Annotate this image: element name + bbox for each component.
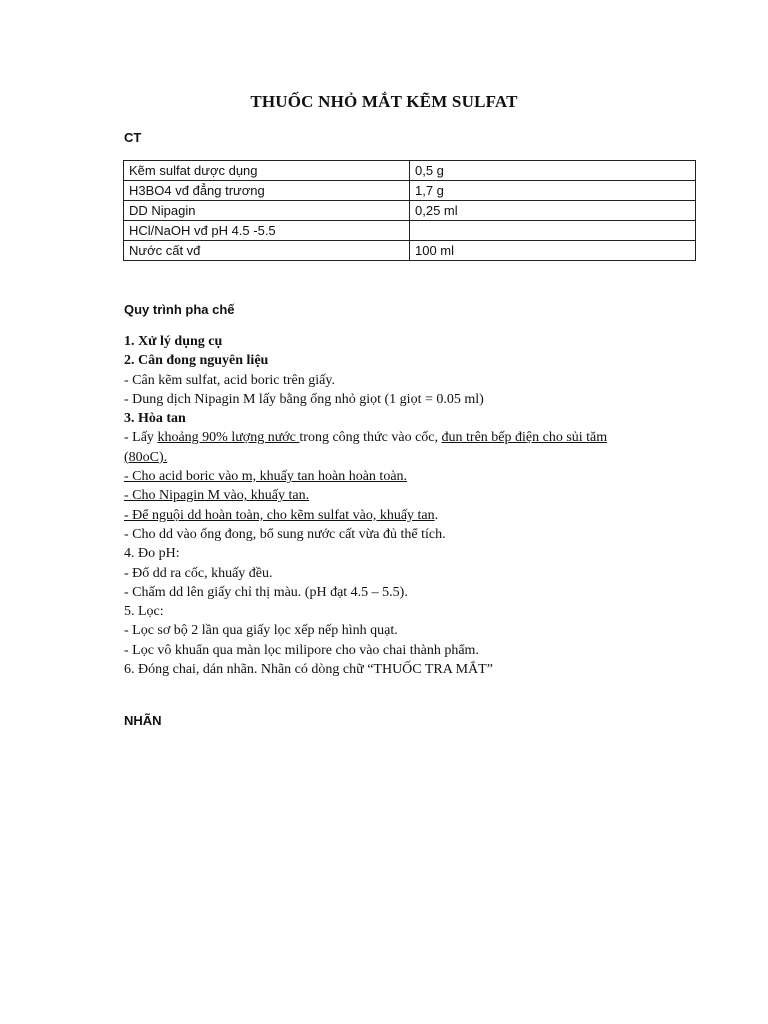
step-3a-text-2: trong công thức vào cốc,: [299, 430, 442, 446]
step-5b: - Lọc vô khuẩn qua màn lọc milipore cho vào chai thành phẩm.: [124, 642, 479, 658]
step-2a: - Cân kẽm sulfat, acid boric trên giấy.: [124, 372, 335, 388]
table-row: [124, 201, 696, 221]
ct-heading: CT: [124, 130, 142, 145]
ingredient-amount: 0,25 ml: [410, 201, 696, 221]
step-5a: - Lọc sơ bộ 2 lần qua giấy lọc xếp nếp hình quạt.: [124, 623, 398, 639]
step-3d-period: .: [434, 507, 439, 523]
ingredient-name: Nước cất vđ: [124, 241, 410, 261]
step-1: 1. Xử lý dụng cụ: [124, 334, 223, 349]
table-row: [124, 161, 696, 181]
step-4a: - Đổ dd ra cốc, khuấy đều.: [124, 565, 273, 581]
step-3e: - Cho dd vào ống đong, bổ sung nước cất vừa đủ thể tích.: [124, 526, 446, 542]
step-2b: - Dung dịch Nipagin M lấy bằng ống nhỏ giọt (1 giọt = 0.05 ml): [124, 391, 484, 407]
step-3d: [124, 506, 704, 525]
step-3c: - Cho Nipagin M vào, khuấy tan.: [124, 488, 310, 504]
step-3a-cont: (80oC).: [124, 449, 168, 465]
step-5: 5. Lọc:: [124, 604, 164, 620]
step-4: 4. Đo pH:: [124, 546, 180, 562]
ingredient-name: H3BO4 vđ đẳng trương: [124, 181, 410, 201]
ingredient-amount: 1,7 g: [410, 181, 696, 201]
process-heading: Quy trình pha chế: [124, 302, 235, 317]
step-3a-underlined-amount: khoảng 90% lượng nước: [157, 430, 300, 446]
step-2: 2. Cân đong nguyên liệu: [124, 353, 269, 369]
table-row: [124, 221, 696, 241]
step-3a-text: - Lấy: [124, 430, 158, 446]
ingredient-amount: [410, 221, 696, 241]
label-heading: NHÃN: [124, 713, 162, 728]
table-row: [124, 241, 696, 261]
ingredient-name: Kẽm sulfat dược dụng: [124, 161, 410, 181]
process-steps: [124, 332, 704, 679]
ingredient-name: DD Nipagin: [124, 201, 410, 221]
step-3a-underlined-heat: đun trên bếp điện cho sủi tăm: [441, 430, 608, 446]
step-4b: - Chấm dd lên giấy chỉ thị màu. (pH đạt 4.5 – 5.5).: [124, 584, 408, 600]
table-row: [124, 181, 696, 201]
recipe-table: [123, 160, 696, 261]
ingredient-name: HCl/NaOH vđ pH 4.5 -5.5: [124, 221, 410, 241]
step-3d-underlined: - Để nguội dd hoàn toàn, cho kẽm sulfat vào, khuấy tan: [124, 507, 435, 523]
ingredient-amount: 0,5 g: [410, 161, 696, 181]
ingredient-amount: 100 ml: [410, 241, 696, 261]
step-3b: - Cho acid boric vào m, khuấy tan hoàn hoàn toàn.: [124, 469, 408, 485]
step-3: 3. Hòa tan: [124, 411, 186, 427]
step-6: 6. Đóng chai, dán nhãn. Nhãn có dòng chữ “THUỐC TRA MẮT”: [124, 662, 493, 678]
document-title: THUỐC NHỎ MẮT KẼM SULFAT: [250, 92, 518, 111]
step-3a: [124, 428, 704, 447]
